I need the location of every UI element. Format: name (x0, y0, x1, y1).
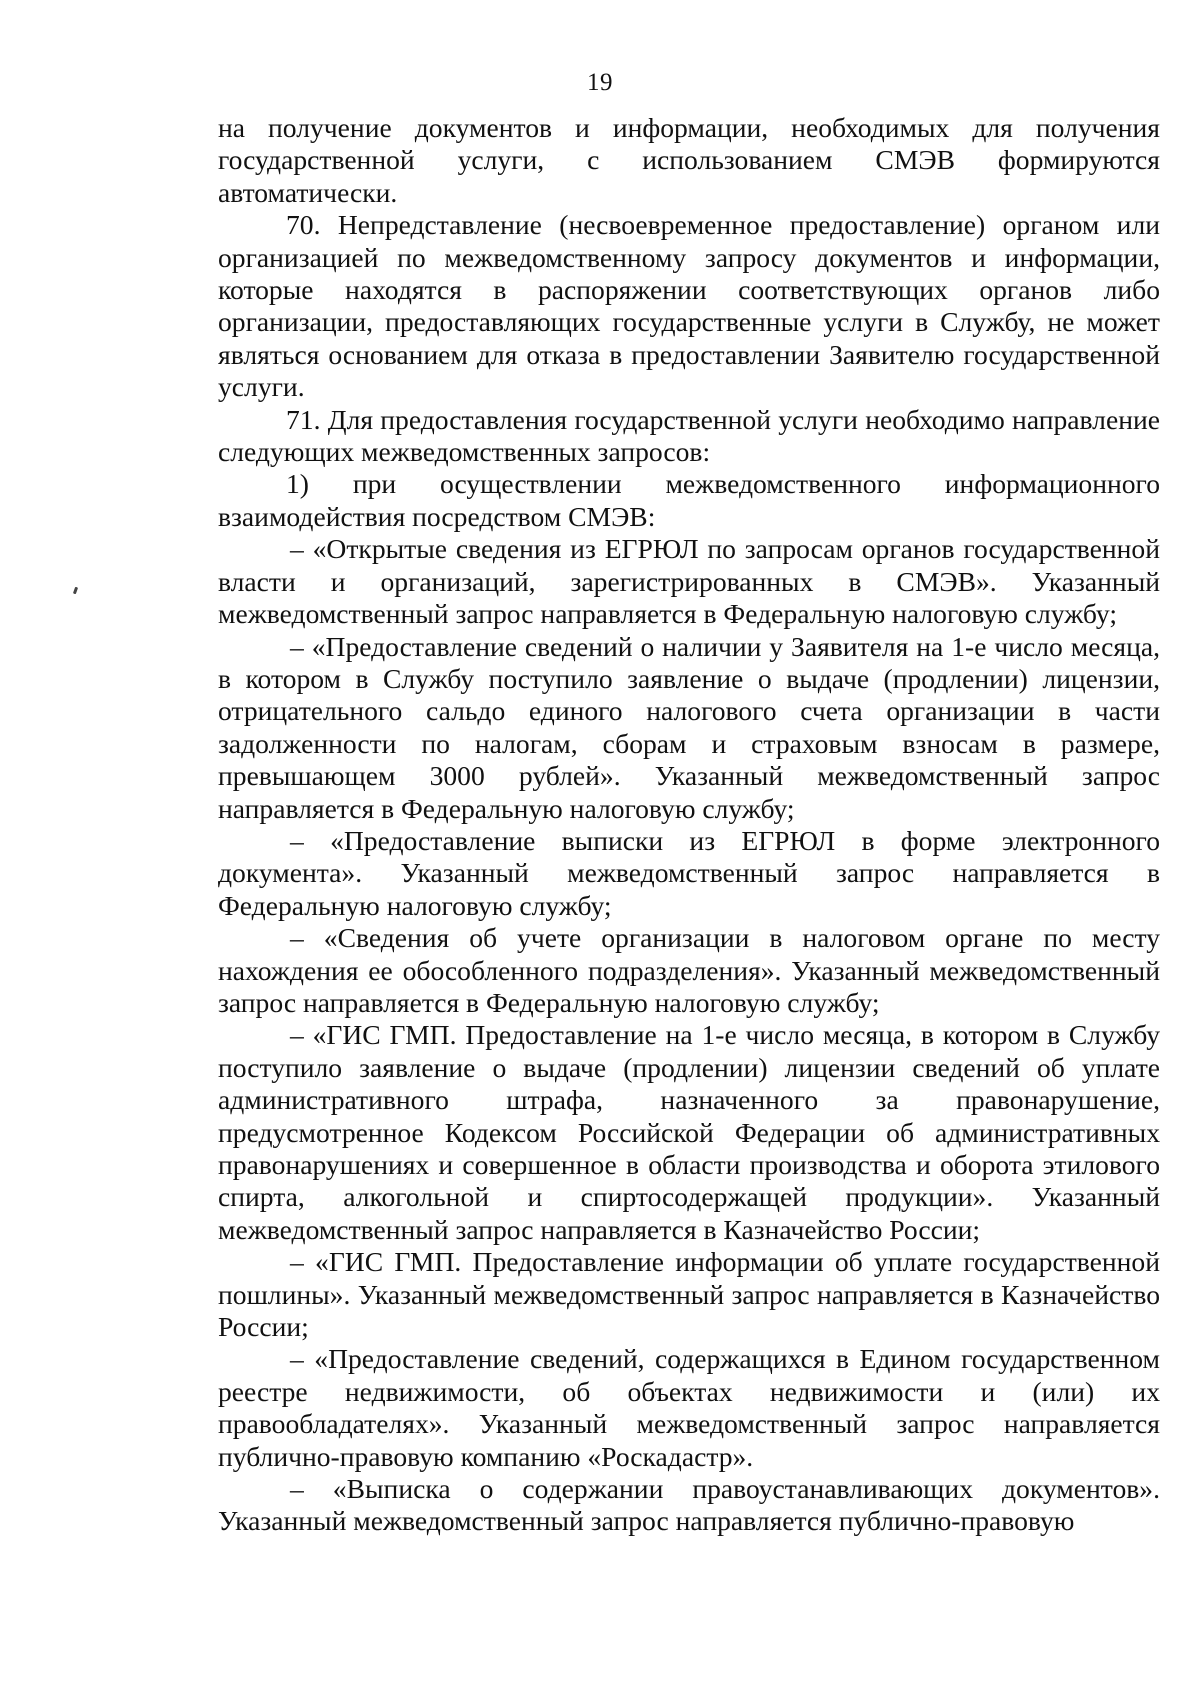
list-item-gis-gmp-duty: – «ГИС ГМП. Предоставление информации об уплате государственной пошлины». Указанный межведомственный запрос направляется в Казначейство России; (218, 1246, 1160, 1343)
paragraph-continuation: на получение документов и информации, необходимых для получения государственной услуги, с использованием СМЭВ формируются автоматически. (218, 112, 1160, 208)
scan-artifact-mark (73, 587, 78, 595)
list-item-gis-gmp-fine: – «ГИС ГМП. Предоставление на 1-е число месяца, в котором в Службу поступило заявление о выдаче (продлении) лицензии сведений об уплате административного штрафа, назначенного за правонарушение, предусмотренное Кодексом Российской Федерации об административных правонарушениях и совершенное в области производства и оборота этилового спирта, алкогольной и спиртосодержащей продукции». Указанный межведомственный запрос направляется в Казначейство России; (218, 1019, 1160, 1245)
list-item-egrul-open-info: – «Открытые сведения из ЕГРЮЛ по запросам органов государственной власти и организаций, зарегистрированных в СМЭВ». Указанный межведомственный запрос направляется в Федеральную налоговую службу; (218, 533, 1160, 630)
paragraph-70: 70. Непредставление (несвоевременное предоставление) органом или организацией по межведомственному запросу документов и информации, которые находятся в распоряжении соответствующих органов либо организации, предоставляющих государственные услуги в Службу, не может являться основанием для отказа в предоставлении Заявителю государственной услуги. (218, 209, 1160, 403)
list-item-egrn-info: – «Предоставление сведений, содержащихся в Едином государственном реестре недвижимости, об объектах недвижимости и (или) их правообладателях». Указанный межведомственный запрос направляется публично-правовую компанию «Роскадастр». (218, 1343, 1160, 1472)
document-body (218, 112, 1160, 1538)
list-item-title-documents: – «Выписка о содержании правоустанавливающих документов». Указанный межведомственный запрос направляется публично-правовую (218, 1473, 1160, 1537)
page-number: 19 (587, 69, 613, 96)
list-item-negative-balance: – «Предоставление сведений о наличии у Заявителя на 1-е число месяца, в котором в Службу поступило заявление о выдаче (продлении) лицензии, отрицательного сальдо единого налогового счета организации в части задолженности по налогам, сборам и страховым взносам в размере, превышающем 3000 рублей». Указанный межведомственный запрос направляется в Федеральную налоговую службу; (218, 630, 1160, 824)
subparagraph-1: 1) при осуществлении межведомственного информационного взаимодействия посредством СМЭВ: (218, 468, 1160, 532)
list-item-tax-registration: – «Сведения об учете организации в налоговом органе по месту нахождения ее обособленного подразделения». Указанный межведомственный запрос направляется в Федеральную налоговую службу; (218, 922, 1160, 1018)
list-item-egrul-extract: – «Предоставление выписки из ЕГРЮЛ в форме электронного документа». Указанный межведомственный запрос направляется в Федеральную налоговую службу; (218, 824, 1160, 921)
paragraph-71: 71. Для предоставления государственной услуги необходимо направление следующих межведомственных запросов: (218, 403, 1160, 468)
